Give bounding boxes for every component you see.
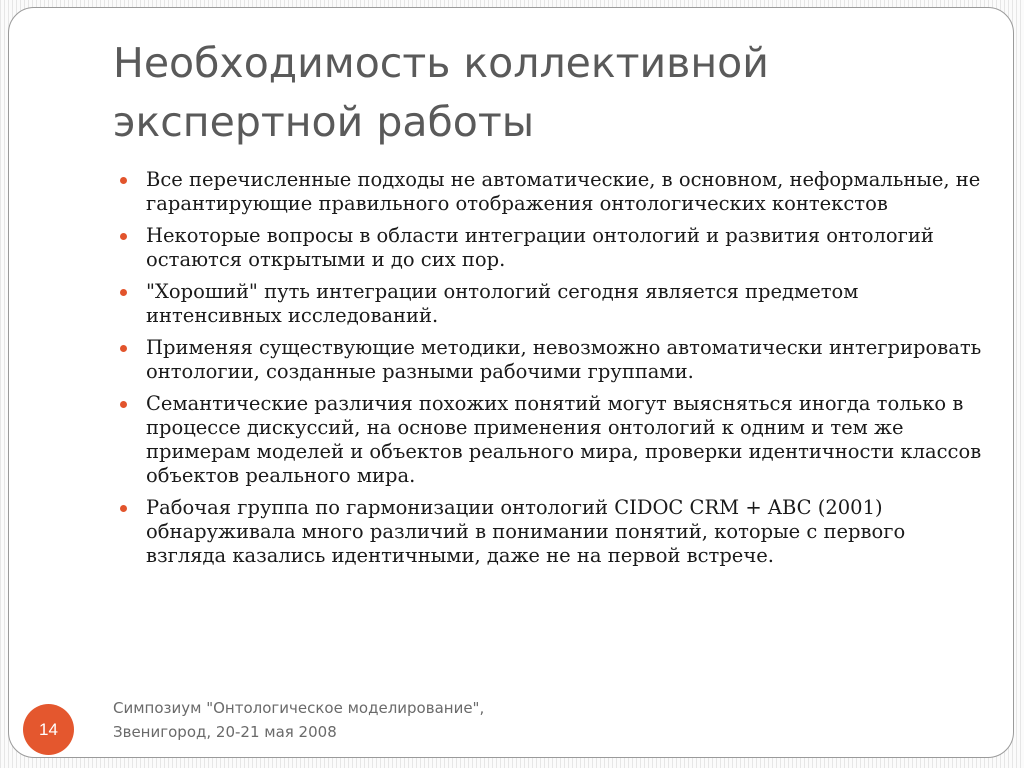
bullet-item	[113, 280, 983, 328]
bullet-dot-icon	[120, 505, 127, 512]
bullet-text: "Хороший" путь интеграции онтологий сегодня является предметом интенсивных исследований.	[146, 280, 859, 327]
bullet-item	[113, 496, 983, 568]
bullet-item	[113, 224, 983, 272]
bullet-dot-icon	[120, 177, 127, 184]
bullet-dot-icon	[120, 401, 127, 408]
slide-title-line: экспертной работы	[113, 98, 535, 146]
bullet-text: Семантические различия похожих понятий могут выясняться иногда только в процессе дискуссий, на основе применения онтологий к одним и тем же примерам моделей и объектов реального мира, проверки идентичности классов объектов реального мира.	[146, 392, 982, 487]
slide-title	[113, 34, 973, 152]
bullet-text: Некоторые вопросы в области интеграции онтологий и развития онтологий остаются открытыми и до сих пор.	[146, 224, 934, 271]
bullet-dot-icon	[120, 289, 127, 296]
bullet-item	[113, 392, 983, 488]
bullet-dot-icon	[120, 233, 127, 240]
slide-number-badge: 14	[23, 704, 74, 755]
slide-title-line: Необходимость коллективной	[113, 39, 769, 87]
bullet-item	[113, 336, 983, 384]
bullet-list	[113, 168, 983, 576]
bullet-text: Все перечисленные подходы не автоматические, в основном, неформальные, не гарантирующие правильного отображения онтологических контекстов	[146, 168, 981, 215]
bullet-item	[113, 168, 983, 216]
bullet-dot-icon	[120, 345, 127, 352]
bullet-text: Рабочая группа по гармонизации онтологий CIDOC CRM + ABC (2001) обнаруживала много различий в понимании понятий, которые с первого взгляда казались идентичными, даже не на первой встрече.	[146, 496, 906, 567]
footer-line: Звенигород, 20-21 мая 2008	[113, 723, 337, 741]
slide	[8, 7, 1014, 758]
slide-footer	[113, 696, 713, 744]
bullet-text: Применяя существующие методики, невозможно автоматически интегрировать онтологии, созданные разными рабочими группами.	[146, 336, 982, 383]
footer-line: Симпозиум "Онтологическое моделирование",	[113, 699, 485, 717]
